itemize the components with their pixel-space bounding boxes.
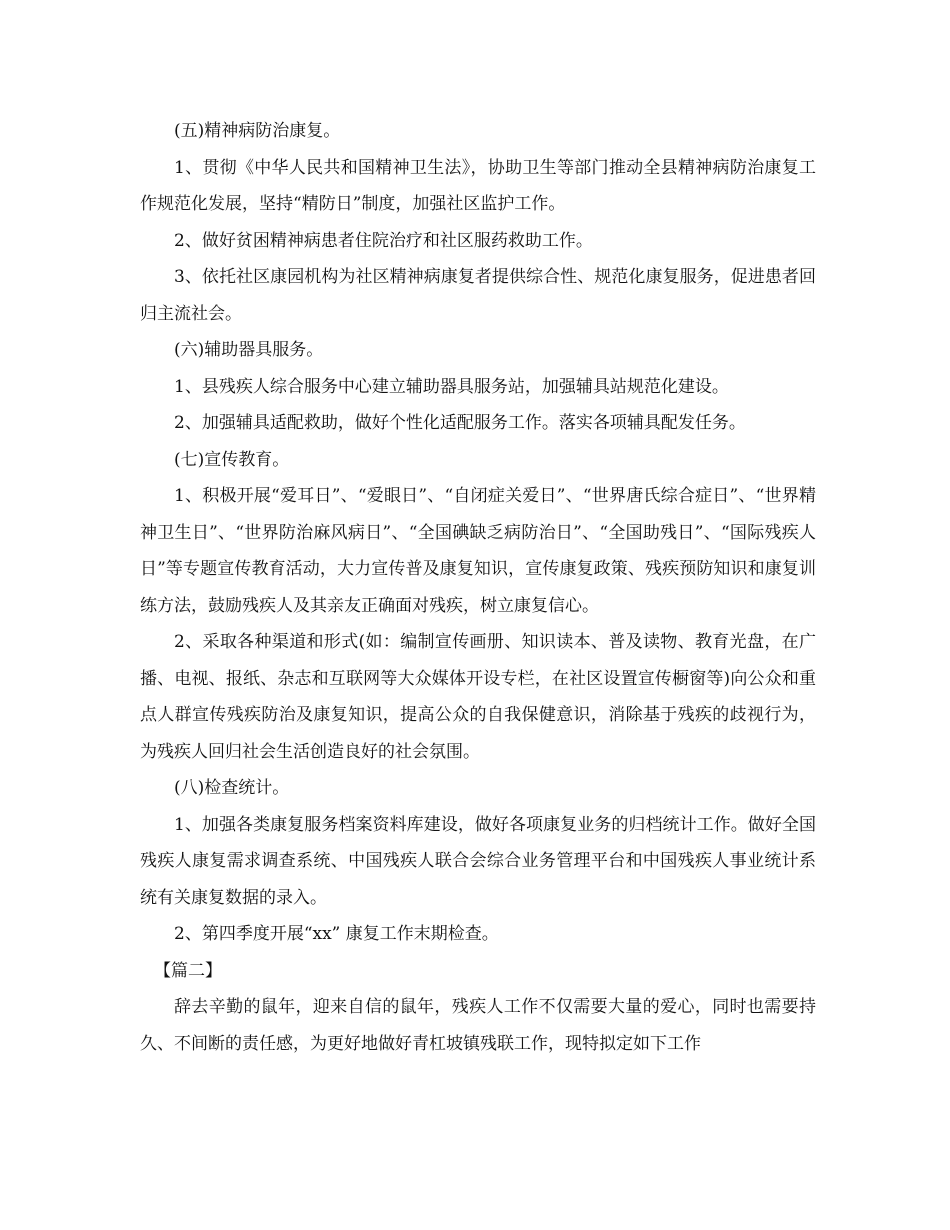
section-heading-inspection: (八)检查统计。 bbox=[174, 778, 290, 798]
paragraph-publicity-2: 2、采取各种渠道和形式(如：编制宣传画册、知识读本、普及读物、教育光盘，在广播、电视、报纸、杂志和互联网等大众媒体开设专栏，在社区设置宣传橱窗等)向公众和重点人群宣传残疾防治及康复知识，提高公众的自我保健意识，消除基于残疾的歧视行为，为残疾人回归社会生活创造良好的社会氛围。 bbox=[140, 632, 816, 762]
article-two-intro: 辞去辛勤的鼠年，迎来自信的鼠年，残疾人工作不仅需要大量的爱心，同时也需要持久、不间断的责任感，为更好地做好青杠坡镇残联工作，现特拟定如下工作 bbox=[140, 997, 816, 1054]
paragraph-mental-health-3: 3、依托社区康园机构为社区精神病康复者提供综合性、规范化康复服务，促进患者回归主流社会。 bbox=[140, 267, 816, 324]
paragraph-inspection-1: 1、加强各类康复服务档案资料库建设，做好各项康复业务的归档统计工作。做好全国残疾人康复需求调查系统、中国残疾人联合会综合业务管理平台和中国残疾人事业统计系统有关康复数据的录入。 bbox=[140, 814, 816, 908]
paragraph-assistive-devices-2: 2、加强辅具适配救助，做好个性化适配服务工作。落实各项辅具配发任务。 bbox=[174, 413, 746, 433]
paragraph-mental-health-2: 2、做好贫困精神病患者住院治疗和社区服药救助工作。 bbox=[174, 230, 593, 251]
paragraph-inspection-2: 2、第四季度开展“xx” 康复工作末期检查。 bbox=[174, 924, 499, 944]
paragraph-assistive-devices-1: 1、县残疾人综合服务中心建立辅助器具服务站，加强辅具站规范化建设。 bbox=[174, 376, 729, 397]
section-heading-mental-health: (五)精神病防治康复。 bbox=[174, 121, 341, 141]
section-heading-assistive-devices: (六)辅助器具服务。 bbox=[174, 340, 324, 360]
section-heading-publicity: (七)宣传教育。 bbox=[174, 449, 290, 470]
paragraph-publicity-1: 1、积极开展“爱耳日”、“爱眼日”、“自闭症关爱日”、“世界唐氏综合症日”、“世界精神卫生日”、“世界防治麻风病日”、“全国碘缺乏病防治日”、“全国助残日”、“国际残疾人日”等专题宣传教育活动，大力宣传普及康复知识，宣传康复政策、残疾预防知识和康复训练方法，鼓励残疾人及其亲友正确面对残疾，树立康复信心。 bbox=[140, 486, 816, 616]
document-page bbox=[140, 113, 816, 1062]
article-two-tag: 【篇二】 bbox=[154, 960, 222, 981]
paragraph-mental-health-1: 1、贯彻《中华人民共和国精神卫生法》，协助卫生等部门推动全县精神病防治康复工作规范化发展，坚持“精防日”制度，加强社区监护工作。 bbox=[140, 157, 816, 214]
